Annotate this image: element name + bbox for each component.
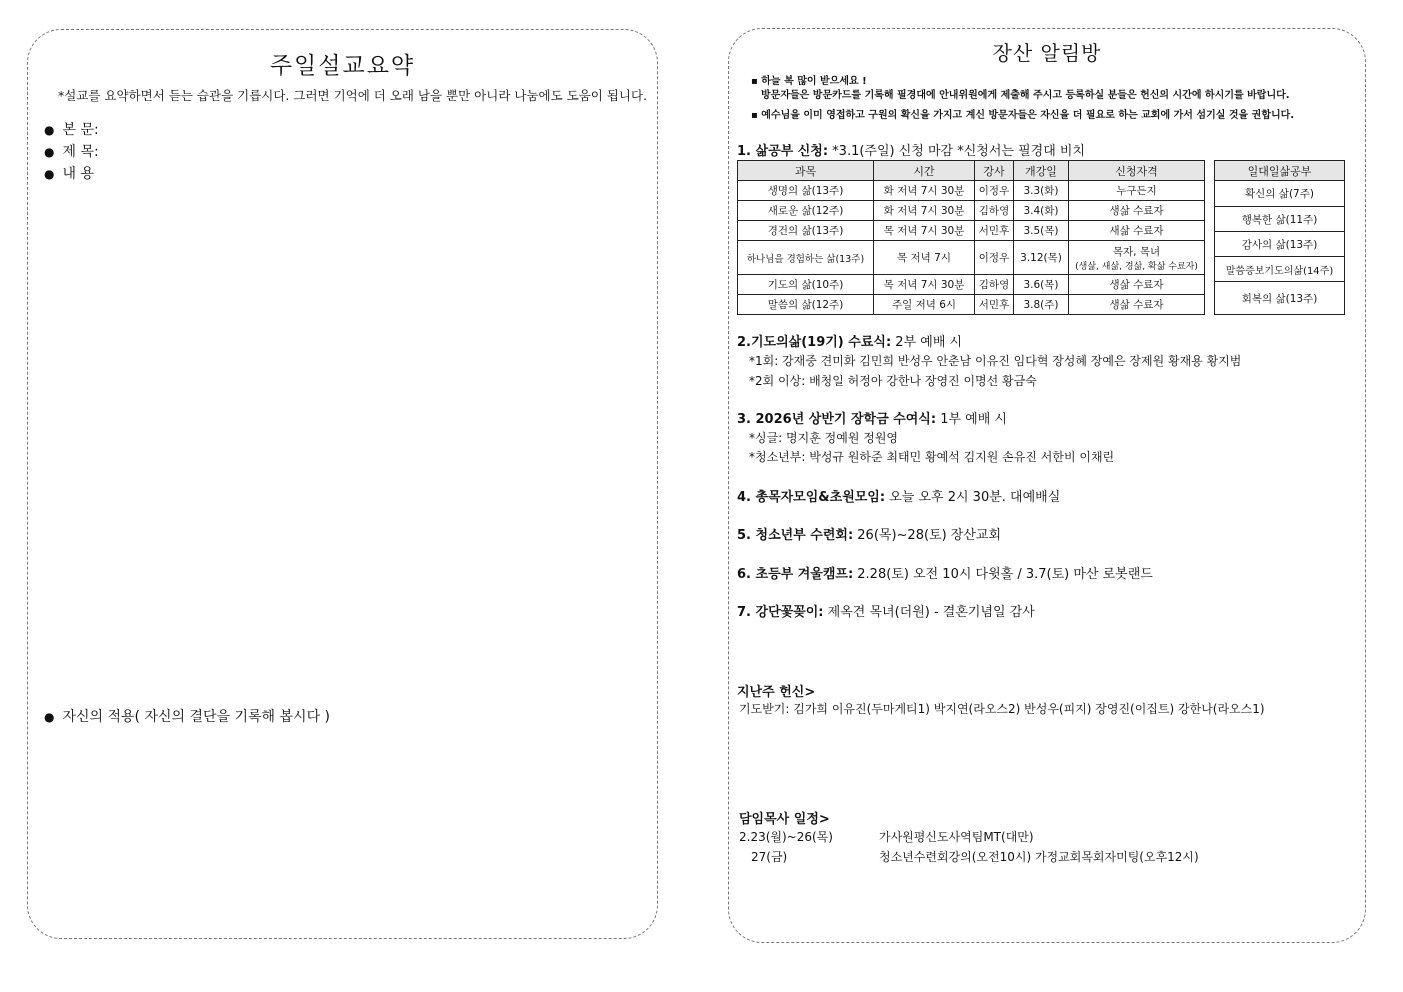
- table-row: [1215, 207, 1345, 232]
- col-header-teacher: 강사: [975, 161, 1014, 181]
- cell-one-on-one: 말씀증보기도의삶(14주): [1215, 257, 1345, 282]
- cell-time: 목 저녁 7시 30분: [874, 275, 975, 295]
- cell-subject: 새로운 삶(12주): [738, 201, 874, 221]
- notice-bullet-icon: ▪: [751, 110, 758, 121]
- dedication-heading: 지난주 헌신>: [737, 685, 816, 700]
- table-row: [738, 295, 1205, 315]
- cell-subject: 생명의 삶(13주): [738, 181, 874, 201]
- col-header-subject: 과목: [738, 161, 874, 181]
- cell-one-on-one: 감사의 삶(13주): [1215, 232, 1345, 257]
- table-row: [1215, 232, 1345, 257]
- cell-start: 3.3(화): [1014, 181, 1069, 201]
- graduates-repeat: *2회 이상: 배청일 허정아 강한나 장영진 이명선 황금숙: [749, 374, 1037, 388]
- cell-subject: 기도의 삶(10주): [738, 275, 874, 295]
- cell-time: 목 저녁 7시: [874, 241, 975, 275]
- bullet-dot-icon: ●: [44, 167, 55, 181]
- bullet-text-passage: [44, 119, 99, 139]
- table-row: [738, 201, 1205, 221]
- table-row: [738, 181, 1205, 201]
- cell-qualification: [1069, 241, 1205, 275]
- table-row: [738, 275, 1205, 295]
- schedule-event: 가사원평신도사역팀MT(대만): [879, 830, 1034, 844]
- bullet-content: [44, 163, 94, 183]
- graduates-first: *1회: 강재중 견미화 김민희 반성우 안춘남 이유진 임다혁 장성혜 장예은 장제원 황재용 황지범: [749, 354, 1242, 368]
- section-prayer-graduation: [737, 331, 962, 350]
- cell-qualification: 새삶 수료자: [1069, 221, 1205, 241]
- col-header-time: 시간: [874, 161, 975, 181]
- section-detail: *3.1(주일) 신청 마감 *신청서는 필경대 비치: [832, 144, 1086, 159]
- bullet-label: 제 목:: [62, 144, 99, 160]
- cell-one-on-one: 확신의 삶(7주): [1215, 181, 1345, 207]
- section-winter-camp: [737, 563, 1153, 582]
- table-header-row: [738, 161, 1205, 181]
- table-row: [1215, 282, 1345, 315]
- section-life-study: [737, 140, 1085, 159]
- section-heading: 2.기도의삶(19기) 수료식:: [737, 335, 892, 350]
- cell-teacher: 이정우: [975, 181, 1014, 201]
- cell-teacher: 서민후: [975, 221, 1014, 241]
- notice-greeting: [751, 72, 867, 87]
- section-leaders-meeting: [737, 486, 1060, 505]
- schedule-date: 2.23(월)~26(목): [739, 830, 833, 844]
- cell-start: 3.8(주): [1014, 295, 1069, 315]
- section-heading: 1. 삶공부 신청:: [737, 144, 829, 159]
- section-heading: 3. 2026년 상반기 장학금 수여식:: [737, 412, 937, 427]
- cell-start: 3.12(목): [1014, 241, 1069, 275]
- col-header-one-on-one: 일대일삶공부: [1215, 161, 1345, 181]
- section-detail: 26(목)~28(토) 장산교회: [857, 528, 1002, 543]
- cell-qualification: 누구든지: [1069, 181, 1205, 201]
- cell-qualification: 생삶 수료자: [1069, 275, 1205, 295]
- cell-qualification: 생삶 수료자: [1069, 295, 1205, 315]
- cell-subject: 경건의 삶(13주): [738, 221, 874, 241]
- life-study-table: [737, 160, 1205, 315]
- table-row: [1215, 181, 1345, 207]
- notice-text: 하늘 복 많이 받으세요 !: [761, 76, 867, 87]
- pastor-schedule-heading: 담임목사 일정>: [739, 812, 830, 827]
- bullet-dot-icon: ●: [44, 710, 55, 724]
- cell-start: 3.5(목): [1014, 221, 1069, 241]
- cell-subject: 하나님을 경험하는 삶(13주): [738, 241, 874, 275]
- schedule-date: 27(금): [751, 850, 788, 864]
- table-row: [1215, 257, 1345, 282]
- cell-one-on-one: 회복의 삶(13주): [1215, 282, 1345, 315]
- announcements-title: 장산 알림방: [992, 41, 1102, 65]
- cell-teacher: 김하영: [975, 201, 1014, 221]
- cell-time: 화 저녁 7시 30분: [874, 181, 975, 201]
- col-header-start: 개강일: [1014, 161, 1069, 181]
- section-scholarship: [737, 408, 1007, 427]
- notice-text: 예수님을 이미 영접하고 구원의 확신을 가지고 계신 방문자들은 자신을 더 필요로 하는 교회에 가서 섬기실 것을 권합니다.: [761, 110, 1295, 121]
- section-heading: 6. 초등부 겨울캠프:: [737, 567, 854, 582]
- qualification-main: 목자, 목녀: [1112, 245, 1161, 258]
- bullet-label: 자신의 적용( 자신의 결단을 기록해 봅시다 ): [62, 709, 331, 725]
- bullet-label: 내 용: [62, 166, 94, 182]
- bullet-dot-icon: ●: [44, 123, 55, 137]
- cell-time: 목 저녁 7시 30분: [874, 221, 975, 241]
- section-heading: 4. 총목자모임&초원모임:: [737, 490, 886, 505]
- schedule-event: 청소년수련회강의(오전10시) 가정교회목회자미팅(오후12시): [879, 850, 1199, 864]
- cell-one-on-one: 행복한 삶(11주): [1215, 207, 1345, 232]
- table-row: [738, 221, 1205, 241]
- bullet-sermon-title: [44, 141, 99, 161]
- sermon-summary-panel: [27, 29, 658, 939]
- section-detail: 제옥견 목녀(더원) - 결혼기념일 감사: [827, 605, 1035, 620]
- col-header-qualification: 신청자격: [1069, 161, 1205, 181]
- section-heading: 5. 청소년부 수련회:: [737, 528, 854, 543]
- section-detail: 오늘 오후 2시 30분. 대예배실: [889, 490, 1061, 505]
- qualification-note: (생삶, 새삶, 경삶, 확삶 수료자): [1075, 261, 1198, 272]
- cell-teacher: 이정우: [975, 241, 1014, 275]
- section-detail: 2부 예배 시: [895, 335, 963, 350]
- scholarship-youth: *청소년부: 박성규 원하준 최태민 황예석 김지원 손유진 서한비 이채린: [749, 450, 1115, 464]
- dedication-line: 기도받기: 김가희 이유진(두마게티1) 박지연(라오스2) 반성우(피지) 장영진(이집트) 강한나(라오스1): [739, 702, 1265, 716]
- cell-time: 화 저녁 7시 30분: [874, 201, 975, 221]
- bullet-application: [44, 706, 330, 726]
- bullet-label: 본 문:: [62, 122, 99, 138]
- section-detail: 1부 예배 시: [940, 412, 1007, 427]
- cell-time: 주일 저녁 6시: [874, 295, 975, 315]
- one-on-one-table: [1214, 160, 1345, 315]
- scholarship-single: *싱글: 명지훈 정예원 정원영: [749, 431, 898, 445]
- cell-start: 3.4(화): [1014, 201, 1069, 221]
- sermon-summary-instruction: *설교를 요약하면서 듣는 습관을 기릅시다. 그러면 기억에 더 오래 남을 뿐만 아니라 나눔에도 도움이 됩니다.: [58, 88, 648, 103]
- notice-visitor-church: [751, 106, 1294, 121]
- section-youth-retreat: [737, 524, 1001, 543]
- announcements-panel: [728, 28, 1366, 943]
- notice-bullet-icon: ▪: [751, 76, 758, 87]
- cell-start: 3.6(목): [1014, 275, 1069, 295]
- cell-subject: 말씀의 삶(12주): [738, 295, 874, 315]
- sermon-summary-title: 주일설교요약: [269, 53, 416, 79]
- cell-teacher: 김하영: [975, 275, 1014, 295]
- notice-visitor-card: 방문자들은 방문카드를 기록해 필경대에 안내위원에게 제출해 주시고 등록하실 분들은 헌신의 시간에 하시기를 바랍니다.: [761, 90, 1290, 101]
- cell-teacher: 서민후: [975, 295, 1014, 315]
- section-altar-flowers: [737, 601, 1035, 620]
- section-detail: 2.28(토) 오전 10시 다윗홀 / 3.7(토) 마산 로봇랜드: [857, 567, 1153, 582]
- table-header-row: [1215, 161, 1345, 181]
- cell-qualification: 생삶 수료자: [1069, 201, 1205, 221]
- section-heading: 7. 강단꽃꽂이:: [737, 605, 824, 620]
- table-row: [738, 241, 1205, 275]
- bullet-dot-icon: ●: [44, 145, 55, 159]
